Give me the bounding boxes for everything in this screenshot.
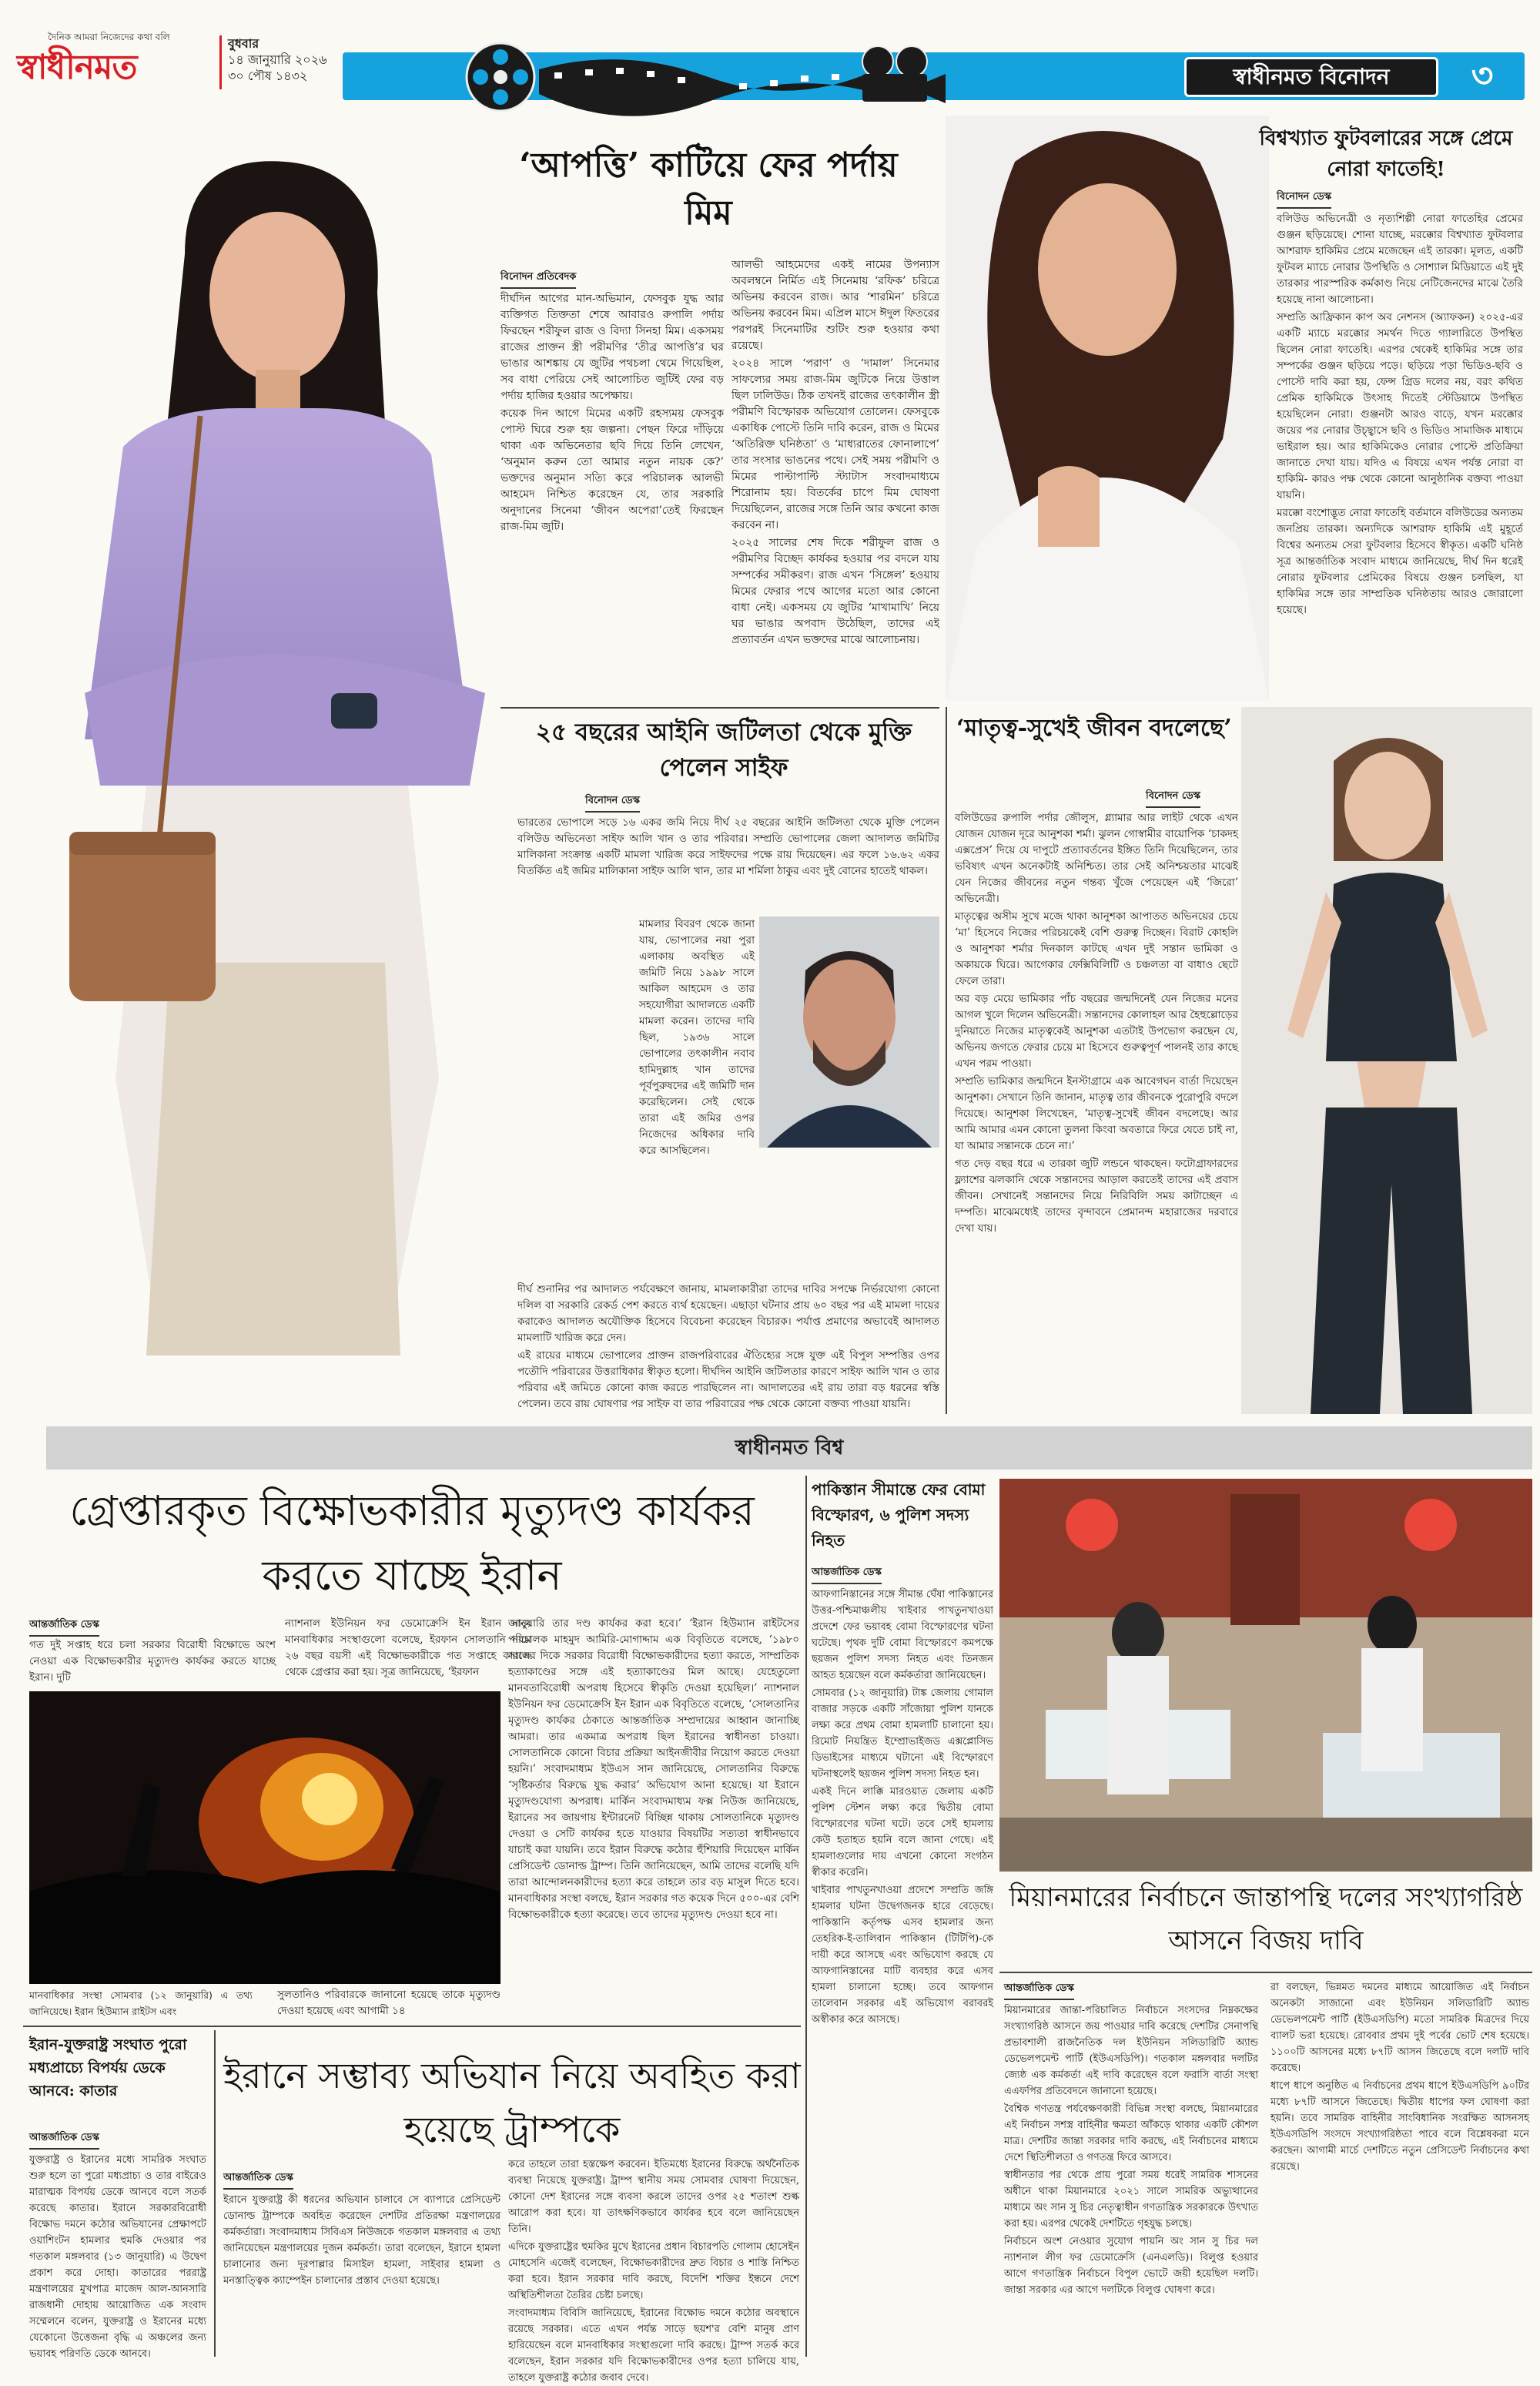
saif-top-rule [500, 707, 939, 709]
film-camera-icon [855, 43, 947, 109]
nora-byline-wrap [1277, 188, 1431, 206]
anushka-para-5: গত দেড় বছর ধরে এ তারকা জুটি লন্ডনে থাকছেন। ফটোগ্রাফারদের ফ্ল্যাশের ঝলকানি থেকে সন্তানদের আড়াল করতেই তাদের এই প্রবাস জীবন। সেখানেই সন্তানদের নিয়ে নিরিবিলি সময় কাটাচ্ছেন এ দম্পতি। মাঝেমধ্যেই তাদের বৃন্দাবনে প্রেমানন্দ মহারাজের দরবারে দেখা যায়। [955, 1158, 1238, 1235]
myanmar-para-3: স্বাধীনতার পর থেকে প্রায় পুরো সময় ধরেই সামরিক শাসনের অধীনে থাকা মিয়ানমারে ২০২১ সালে সামরিক অভ্যুত্থানের মাধ্যমে অং সান সু চির নেতৃত্বাধীন গণতান্ত্রিক সরকারকে উৎখাত করা হয়। এরপর থেকেই দেশটিতে গৃহযুদ্ধ চলছে। [1004, 2170, 1258, 2230]
nora-headline: বিশ্বখ্যাত ফুটবলারের সঙ্গে প্রেমে নোরা ফাতেহি! [1259, 127, 1513, 181]
iran-headline: গ্রেপ্তারকৃত বিক্ষোভকারীর মৃত্যুদণ্ড কার্যকর করতে যাচ্ছে ইরান [69, 1486, 755, 1600]
iran-para-2: ন্যাশনাল ইউনিয়ন ফর ডেমোক্রেসি ইন ইরান নামে মানবাধিকার সংস্থাগুলো বলেছে, ইরফান সোলতানি নামে ২৬ বছর বয়সী এই বিক্ষোভকারীকে গত সপ্তাহে কারাজ থেকে গ্রেপ্তার করা হয়। সূত্র জানিয়েছে, ‘ইরফান [285, 1617, 531, 1678]
saif-headline: ২৫ বছরের আইনি জটিলতা থেকে মুক্তি পেলেন সাইফ [535, 719, 912, 782]
iran-body-3 [508, 1616, 799, 2021]
masthead [0, 0, 1540, 116]
page-number: ৩ [1471, 56, 1494, 96]
myanmar-para-1: মিয়ানমারের জান্তা-পরিচালিত নির্বাচনে সংসদের নিম্নকক্ষের সংখ্যাগরিষ্ঠ আসনে জয় পাওয়ার দাবি করেছে দেশটির সেনাপন্থি প্রভাবশালী রাজনৈতিক দল ইউনিয়ন সলিডারিটি অ্যান্ড ডেভেলপমেন্ট পার্টি (ইউএসডিপি)। গতকাল মঙ্গলবার দলটির জ্যেষ্ঠ এক কর্মকর্তা এই দাবি করেছেন বলে ফরাসি বার্তা সংস্থা এএফপির প্রতিবেদনে জানানো হয়েছে। [1004, 2005, 1258, 2097]
pakistan-para-4: খাইবার পাখতুনখাওয়া প্রদেশে সম্প্রতি জঙ্গি হামলার ঘটনা উদ্বেগজনক হারে বেড়েছে। পাকিস্তানি কর্তৃপক্ষ এসব হামলার জন্য তেহরিক-ই-তালিবান পাকিস্তান (টিটিপি)-কে দায়ী করে আসছে এবং অভিযোগ করছে যে আফগানিস্তানের মাটি ব্যবহার করে এসব হামলা চালানো হচ্ছে। তবে আফগান তালেবান সরকার এই অভিযোগ বরাবরই অস্বীকার করে আসছে। [812, 1885, 993, 2026]
mim-para-1: দীর্ঘদিন আগের মান-অভিমান, ফেসবুক যুদ্ধ আর ব্যক্তিগত তিক্ততা শেষে আবারও রুপালি পর্দায় ফিরছেন শরীফুল রাজ ও বিদ্যা সিনহা মিম। একসময় রাজের প্রাক্তন স্ত্রী পরীমণির ‘তীব্র আপত্তি’র ঘর ভাঙার আশঙ্কায় যে জুটির পথচলা থেমে গিয়েছিল, সব বাধা পেরিয়ে সেই আলোচিত জুটিই ফের বড় পর্দায় হাজির হওয়ার অপেক্ষায়। [500, 293, 724, 402]
nora-para-1: বলিউড অভিনেত্রী ও নৃত্যশিল্পী নোরা ফাতেহির প্রেমের গুঞ্জন ছড়িয়েছে। শোনা যাচ্ছে, মরক্কোর বিশ্বখ্যাত ফুটবলার আশরাফ হাকিমির প্রেমে মজেছেন এই তারকা। মূলত, একটি ফুটবল ম্যাচে নোরার উপস্থিতি ও সোশ্যাল মিডিয়াতে এই দুই তারকার পারস্পরিক কর্মকাণ্ড নিয়ে নেটিজেনদের মাঝে তৈরি হয়েছে নানা আলোচনা। [1277, 213, 1523, 306]
trump-left-rule [214, 2030, 216, 2357]
mim-headline: ‘আপত্তি’ কাটিয়ে ফের পর্দায় মিম [519, 146, 898, 233]
anushka-para-1: বলিউডের রুপালি পর্দার জৌলুস, গ্ল্যামার আর লাইট থেকে এখন যোজন যোজন দূরে আনুশকা শর্মা। ঝুলন গোস্বামীর বায়োপিক ‘চাকদহ এক্সপ্রেস’ দিয়ে যে দাপুটে প্রত্যাবর্তনের ইঙ্গিত তিনি দিয়েছিলেন, তার ভবিষ্যৎ এখন অনেকটাই অনিশ্চিত। তার সেই অনিশ্চয়তার মাঝেই যেন নিজের জীবনের নতুন গন্তব্য খুঁজে পেয়েছেন এই ‘জিরো’ অভিনেত্রী। [955, 812, 1238, 905]
saif-headline-box [508, 715, 939, 789]
date-english: ১৪ জানুয়ারি ২০২৬ [228, 52, 327, 67]
anushka-para-3: অর বড় মেয়ে ভামিকার পাঁচ বছরের জন্মদিনেই যেন নিজের মনের আগল খুলে দিলেন অভিনেত্রী। সন্তানদের কোলাহল আর হৈহুল্লোড়ের দুনিয়াতে নিজের মাতৃত্বকেই আনুশকা এতটাই উপভোগ করছেন যে, অভিনয় জগতে ফেরার চেয়ে মা হিসেবে গুরুত্বপূর্ণ পালনই তার কাছে এখন পরম পাওয়া। [955, 993, 1238, 1070]
qatar-headline-box [29, 2033, 206, 2129]
iran-headline-box [23, 1476, 801, 1613]
nora-para-3: মরক্কো বংশোদ্ভূত নোরা ফাতেহি বর্তমানে বলিউডের অন্যতম জনপ্রিয় তারকা। অন্যদিকে আশরাফ হাকিমি এই মুহূর্তে বিশ্বের অন্যতম সেরা ফুটবলার হিসেবে স্বীকৃত। একটি ঘনিষ্ঠ সূত্র আন্তর্জাতিক সংবাদ মাধ্যমে জানিয়েছে, দীর্ঘ দিন ধরেই নোরার ফুটবলার প্রেমিকের বিষয়ে গুঞ্জন চলছিল, যা হাকিমির সঙ্গে তার সাম্প্রতিক ঘনিষ্ঠতায় আরও জোরালো হয়েছে। [1277, 507, 1523, 616]
pakistan-byline-wrap [812, 1563, 966, 1582]
myanmar-byline-wrap [1004, 1979, 1158, 1998]
pakistan-left-rule [805, 1476, 807, 2357]
logo-wordmark: স্বাধীনমত [17, 48, 137, 87]
iran-byline: আন্তর্জাতিক ডেস্ক [29, 1617, 99, 1637]
anushka-para-4: সম্প্রতি ভামিকার জন্মদিনে ইনস্টাগ্রামে এক আবেগঘন বার্তা দিয়েছেন আনুশকা। সেখানে তিনি জানান, মাতৃত্ব তার জীবনকে পুরোপুরি বদলে দিয়েছে। আনুশকা লিখেছেন, ‘মাতৃত্ব-সুখেই জীবন বদলেছে। আর আমি আমার এমন কোনো তুলনা কিংবা অবতারে ফিরে যেতে চাই না, যা আমার সন্তানকে চেনে না।’ [955, 1075, 1238, 1152]
anushka-byline-wrap [1146, 787, 1238, 806]
trump-headline-box [223, 2049, 801, 2164]
myanmar-photo [999, 1479, 1532, 1872]
world-band-title: স্বাধীনমত বিশ্ব [735, 1436, 844, 1459]
qatar-byline-wrap [29, 2129, 183, 2147]
saif-para-4: এই রায়ের মাধ্যমে ভোপালের প্রাক্তন রাজপরিবারের ঐতিহ্যের সঙ্গে যুক্ত এই বিপুল সম্পত্তির ওপর পতৌদি পরিবারের উত্তরাধিকার স্বীকৃত হলো। দীর্ঘদিন আইনি জটিলতার কারণে সাইফ আলি খান ও তার পরিবার এই জমিতে কোনো কাজ করতে পারছিলেন না। আদালতের এই রায় তারা বড় ধরনের স্বস্তি পেলেন। তবে রায় ঘোষণার পর সাইফ বা তার পরিবারের পক্ষ থেকে কোনো বক্তব্য পাওয়া যায়নি। [517, 1349, 940, 1410]
mim-body-col2 [732, 257, 939, 704]
qatar-top-rule [23, 2026, 801, 2027]
myanmar-mid-rule [999, 1972, 1532, 1973]
saif-para-1: ভারতের ভোপালে সড়ে ১৬ একর জমি নিয়ে দীর্ঘ ২৫ বছরের আইনি জটিলতা থেকে মুক্তি পেলেন বলিউড অভিনেতা সাইফ আলি খান ও তার পরিবার। সম্প্রতি ভোপালের জেলা আদালত জমিটির মালিকানা সংক্রান্ত একটি মামলা খারিজ করে সাইফদের পক্ষে রায় দিয়েছেন। এর ফলে ১৬.৬২ একর বিতর্কিত এই জমির মালিকানা সাইফ আলি খান, তার মা শর্মিলা ঠাকুর এবং দুই বোনের হাতেই থাকল। [517, 816, 939, 877]
trump-headline: ইরানে সম্ভাব্য অভিযান নিয়ে অবহিত করা হয়েছে ট্রাম্পকে [223, 2055, 801, 2150]
saif-para-3: দীর্ঘ শুনানির পর আদালত পর্যবেক্ষণে জানায়, মামলাকারীরা তাদের দাবির সপক্ষে নির্ভরযোগ্য কোনো দলিল বা সরকারি রেকর্ড পেশ করতে ব্যর্থ হয়েছেন। এছাড়া ঘটনার প্রায় ৬০ বছর পর এই মামলা দায়ের করাকেও আদালত অযৌক্তিক হিসেবে বিবেচনা করেছেন বিচারক। পর্যাপ্ত প্রমাণের অভাবেই আদালত মামলাটি খারিজ করে দেন। [517, 1283, 939, 1344]
mim-headline-box [477, 126, 939, 257]
nora-headline-box [1240, 123, 1532, 193]
myanmar-byline: আন্তর্জাতিক ডেস্ক [1004, 1981, 1074, 2000]
world-band [46, 1426, 1532, 1469]
pakistan-body [812, 1587, 993, 2355]
qatar-para-1: যুক্তরাষ্ট্র ও ইরানের মধ্যে সামরিক সংঘাত শুরু হলে তা পুরো মধ্যপ্রাচ্য ও তার বাইরেও মারাত্মক বিপর্যয় ডেকে আনবে বলে সতর্ক করেছে কাতার। ইরানে সরকারবিরোধী বিক্ষোভ দমনে কঠোর অভিযানের প্রেক্ষাপটে ওয়াশিংটন হামলার হুমকি দেওয়ার পর গতকাল মঙ্গলবার (১৩ জানুয়ারি) এ উদ্বেগ প্রকাশ করে দোহা। কাতারের পররাষ্ট্র মন্ত্রণালয়ের মুখপাত্র মাজেদ আল-আনসারি রাজধানী দোহায় আয়োজিত এক সংবাদ সম্মেলনে বলেন, যুক্তরাষ্ট্র ও ইরানের মধ্যে যেকোনো উত্তেজনা বৃদ্ধি এ অঞ্চলের জন্য ভয়াবহ পরিণতি ডেকে আনবে। [29, 2154, 206, 2360]
iran-protest-photo [29, 1691, 500, 1984]
pakistan-headline: পাকিস্তান সীমান্তে ফের বোমা বিস্ফোরণ, ৬ পুলিশ সদস্য নিহত [812, 1480, 986, 1550]
mim-para-4: ২০২৪ সালে ‘পরাণ’ ও ‘দামাল’ সিনেমার সাফল্যের সময় রাজ-মিম জুটিকে নিয়ে উত্তাল ছিল ঢালিউড। ঠিক তখনই রাজের তৎকালীন স্ত্রী পরীমণি বিস্ফোরক অভিযোগ তোলেন। ফেসবুকে একাধিক পোস্টে তিনি দাবি করেন, রাজ ও মিমের ‘অতিরিক্ত ঘনিষ্ঠতা’ ও ‘মাধ্যরাতের ফোনালাপে’ তার সংসার ভাঙনের পথে। সেই সময় পরীমণি ও মিমের পাল্টাপাল্টি স্ট্যাটাস সংবাদমাধ্যমে শিরোনাম হয়। বিতর্কের চাপে মিম ঘোষণা দিয়েছিলেন, রাজের সঙ্গে তিনি আর কখনো কাজ করবেন না। [732, 357, 939, 531]
section-title: স্বাধীনমত বিনোদন [1233, 64, 1390, 89]
qatar-headline: ইরান-যুক্তরাষ্ট্র সংঘাত পুরো মধ্যপ্রাচ্যে বিপর্যয় ডেকে আনবে: কাতার [29, 2036, 187, 2099]
pakistan-para-2: সোমবার (১২ জানুয়ারি) টাঙ্ক জেলায় গোমাল বাজার সড়কে একটি সাঁজোয়া পুলিশ যানকে লক্ষ্য করে প্রথম বোমা হামলাটি চালানো হয়। রিমোট নিয়ন্ত্রিত ইম্প্রোভাইজড এক্সপ্লোসিভ ডিভাইসের মাধ্যমে ঘটানো এই বিস্ফোরণে ঘটনাস্থলেই ছয়জন পুলিশ সদস্য নিহত হন। [812, 1687, 993, 1780]
iran-body-1 [29, 1637, 276, 1687]
myanmar-headline-box [999, 1876, 1532, 1969]
mim-para-2: কয়েক দিন আগে মিমের একটি রহস্যময় ফেসবুক পোস্ট ঘিরে শুরু হয় জল্পনা। পেছন ফিরে দাঁড়িয়ে থাকা এক অভিনেতার ছবি দিয়ে তিনি লেখেন, ‘অনুমান করুন তো আমার নতুন নায়ক কে?’ ভক্তদের অনুমান সত্যি করে পরিচালক আলভী আহমেদ নিশ্চিত করেছেন যে, তার সরকারি অনুদানের সিনেমা ‘জীবন অপেরা’তেই ফিরছেন রাজ-মিম জুটি। [500, 407, 724, 533]
trump-byline-wrap [223, 2169, 377, 2187]
myanmar-para-6: ধাপে ধাপে অনুষ্ঠিত এ নির্বাচনের প্রথম ধাপে ইউএসডিপি ৯০টির মধ্যে ৮৭টি আসনে জিতেছে। দ্বিতীয় ধাপের ফল ঘোষণা করা হয়নি। তবে সামরিক বাহিনীর সাংবিধানিক সংরক্ষিত আসনসহ ইউএসডিপি সংসদে সংখ্যাগরিষ্ঠতা পাবে বলে বিশ্লেষকরা মনে করছেন। আগামী মার্চে দেশটিতে নতুন প্রেসিডেন্ট নির্বাচনের কথা রয়েছে। [1270, 2080, 1529, 2173]
nora-para-2: সম্প্রতি আফ্রিকান কাপ অব নেশনস (অ্যাফকন) ২০২৫-এর একটি ম্যাচে মরক্কোর সমর্থন দিতে গ্যালারিতে উপস্থিত ছিলেন নোরা ফাতেহি। এরপর থেকেই হাকিমির সঙ্গে তার সম্পর্কের গুঞ্জন ছড়িয়ে পড়ে। ছড়িয়ে পড়া ভিডিও-ছবি ও পোস্টে দাবি করা হয়, ফেন্স গ্রিড দলের নয়, বরং কথিত প্রেমিক হাকিমিকে উৎসাহ দিতেই স্টেডিয়ামে উপস্থিত হয়েছিলেন নোরা। গুঞ্জনটা আরও বাড়ে, যখন মরক্কোর জয়ের পর নোরার উচ্ছ্বাসে ছবি ও ভিডিও সামাজিক মাধ্যমে ভাইরাল হয়। আর হাকিমিকেও নোরার পোস্টে প্রতিক্রিয়া জানাতে দেখা যায়। যদিও এ বিষয়ে এখন পর্যন্ত নোরা বা হাকিমি- কারও পক্ষ থেকে কোনো আনুষ্ঠানিক বক্তব্য পাওয়া যায়নি। [1277, 311, 1523, 501]
iran-caption-text: মানবাধিকার সংস্থা সোমবার (১২ জানুয়ারি) এ তথ্য জানিয়েছে। ইরান হিউম্যান রাইটস এবং [29, 1989, 253, 2017]
mim-byline-wrap [500, 268, 770, 288]
anushka-para-2: মাতৃত্বের অসীম সুখে মজে থাকা আনুশকা আপাতত অভিনয়ের চেয়ে ‘মা’ হিসেবে নিজের পরিচয়কেই বেশি গুরুত্ব দিচ্ছেন। বিরাট কোহলি ও আনুশকা শর্মার দিনকাল কাটছে এখন দুই সন্তান ভামিকা ও অকায়কে ঘিরে। আগেকার ফেক্সিবিলিটি ও চঞ্চলতা বা বাধাও ছেটে ফেলে তারা। [955, 910, 1238, 987]
myanmar-para-4: নির্বাচনে অংশ নেওয়ার সুযোগ পায়নি অং সান সু চির দল ন্যাশনাল লীগ ফর ডেমোক্রেসি (এনএলডি)। বিলুপ্ত হওয়ার আগে গণতান্ত্রিক নির্বাচনে বিপুল ভোটে জয়ী হয়েছিল দলটি। জান্তা সরকার এর আগে দলটিকে বিলুপ্ত ঘোষণা করে। [1004, 2236, 1258, 2296]
iran-para-1: গত দুই সপ্তাহ ধরে চলা সরকার বিরোধী বিক্ষোভে অংশ নেওয়া এক বিক্ষোভকারীর মৃত্যুদণ্ড কার্যকর করতে যাচ্ছে ইরান। দুটি [29, 1639, 276, 1684]
saif-body-left [639, 917, 755, 1278]
qatar-byline: আন্তর্জাতিক ডেস্ক [29, 2130, 99, 2150]
mim-byline: বিনোদন প্রতিবেদক [500, 270, 576, 289]
date-bengali: ৩০ পৌষ ১৪৩২ [228, 69, 308, 83]
mim-para-5: ২০২৫ সালের শেষ দিকে শরীফুল রাজ ও পরীমণির বিচ্ছেদ কার্যকর হওয়ার পর বদলে যায় সম্পর্কের সমীকরণ। রাজ এখন ‘সিঙ্গেল’ হওয়ায় মিমের ফেরার পথে আগের মতো আর কোনো বাধা নেই। একসময় যে জুটির ‘মাখামাখি’ নিয়ে ঘর ভাঙার অপবাদ উঠেছিল, তাদের এই প্রত্যাবর্তন এখন ভক্তদের মাঝে আলোচনায়। [732, 537, 939, 646]
saif-byline-wrap [585, 792, 739, 810]
nora-photo [946, 116, 1269, 701]
trump-body-col2 [508, 2156, 799, 2384]
film-reel-icon [454, 39, 547, 116]
myanmar-body-col2 [1270, 1979, 1529, 2355]
saif-byline: বিনোদন ডেস্ক [585, 793, 640, 813]
trump-byline: আন্তর্জাতিক ডেস্ক [223, 2170, 293, 2190]
iran-body-2 [285, 1616, 531, 1687]
anushka-byline: বিনোদন ডেস্ক [1146, 789, 1200, 808]
trump-body-col1 [223, 2192, 500, 2355]
trump-para-3: এদিকে যুক্তরাষ্ট্রের হুমকির মুখে ইরানের প্রধান বিচারপতি গোলাম হোসেইন মোহসেনি এজেই বলেছেন, বিক্ষোভকারীদের দ্রুত বিচার ও শাস্তি নিশ্চিত করা হবে। ইরান সরকার দাবি করছে, বিদেশি শক্তির ইন্ধনে দেশে অস্থিতিশীলতা তৈরির চেষ্টা চলছে। [508, 2241, 799, 2301]
pakistan-headline-box [812, 1477, 996, 1560]
pakistan-para-1: আফগানিস্তানের সঙ্গে সীমান্ত ঘেঁষা পাকিস্তানের উত্তর-পশ্চিমাঞ্চলীয় খাইবার পাখতুনখাওয়া প্রদেশে ফের ভয়াবহ বোমা বিস্ফোরণের ঘটনা ঘটেছে। পৃথক দুটি বোমা বিস্ফোরণে কমপক্ষে ছয়জন পুলিশ সদস্য নিহত এবং তিনজন আহত হয়েছেন বলে কর্মকর্তারা জানিয়েছেন। [812, 1589, 993, 1681]
qatar-body [29, 2152, 206, 2360]
myanmar-headline: মিয়ানমারের নির্বাচনে জান্তাপন্থি দলের সংখ্যাগরিষ্ঠ আসনে বিজয় দাবি [1009, 1882, 1523, 1956]
iran-caption-text-2: সুলতানিও পরিবারকে জানানো হয়েছে তাকে মৃত্যুদণ্ড দেওয়া হয়েছে এবং আগামী ১৪ [277, 1989, 500, 2017]
anushka-left-rule [946, 707, 947, 1414]
logo-tagline: দৈনিক আমরা নিজেদের কথা বলি [48, 32, 170, 42]
date-day: বুধবার [228, 36, 259, 51]
masthead-date [219, 35, 327, 89]
masthead-logo [17, 29, 186, 85]
section-title-box [1184, 57, 1438, 97]
iran-byline-wrap [29, 1616, 183, 1634]
trump-para-4: সংবাদমাধ্যম বিবিসি জানিয়েছে, ইরানের বিক্ষোভ দমনে কঠোর অবস্থানে রয়েছে সরকার। এতে এখন পর্যন্ত সাড়ে ছয়শ'র বেশি মানুষ প্রাণ হারিয়েছেন বলে মানবাধিকার সংস্থাগুলো দাবি করছে। ট্রাম্প সতর্ক করে বলেছেন, ইরান সরকার যদি বিক্ষোভকারীদের ওপর হত্যা চালিয়ে যায়, তাহলে যুক্তরাষ্ট্র কঠোর জবাব দেবে। [508, 2307, 799, 2384]
iran-caption-2 [277, 1987, 500, 2021]
anushka-body [955, 810, 1238, 1411]
pakistan-byline: আন্তর্জাতিক ডেস্ক [812, 1565, 882, 1584]
mim-photo [38, 154, 516, 1356]
iran-caption [29, 1987, 253, 2021]
myanmar-body-col1 [1004, 2002, 1258, 2355]
saif-para-2: মামলার বিবরণ থেকে জানা যায়, ভোপালের নয়া পুরা এলাকায় অবস্থিত এই জমিটি নিয়ে ১৯৯৮ সালে আকিল আহমেদ ও তার সহযোগীরা আদালতে একটি মামলা করেন। তাদের দাবি ছিল, ১৯৩৬ সালে ভোপালের তৎকালীন নবাব হামিদুল্লাহ খান তাদের পূর্বপুরুষদের এই জমিটি দান করেছিলেন। সেই থেকে তারা এই জমির ওপর নিজেদের অধিকার দাবি করে আসছিলেন। [639, 918, 755, 1157]
anushka-photo [1241, 707, 1532, 1414]
mim-para-3: আলভী আহমেদের একই নামের উপন্যাস অবলম্বনে নির্মিত এই সিনেমায় ‘রফিক’ চরিত্রে অভিনয় করবেন রাজ। আর ‘শারমিন’ চরিত্রে অভিনয় করবেন মিম। এপ্রিল মাসে ঈদুল ফিতরের পরপরই সিনেমাটির শুটিং শুরু হওয়ার কথা রয়েছে। [732, 259, 939, 352]
iran-para-3: জানুয়ারি তার দণ্ড কার্যকর করা হবে।’ ‘ইরান হিউম্যান রাইটসের পরিচালক মাহমুদ আমিরি-মোগাদ্দাম এক বিবৃতিতে বলেছে, ‘১৯৮০ সালের দিকে সরকার বিরোধী বিক্ষোভকারীদের হত্যা করতে, সাম্প্রতিক হত্যাকাণ্ডের সঙ্গে এই হত্যাকাণ্ডের মিল আছে। যেহেতুলো মানবতাবিরোধী অপরাধ হিসেবে স্বীকৃতি দেওয়া হয়েছিল।’ ন্যাশনাল ইউনিয়ন ফর ডেমোক্রেসি ইন ইরান এক বিবৃতিতে বলেছে, ‘সোলতানির মৃত্যুদণ্ড কার্যকর ঠেকাতে আন্তর্জাতিক সম্প্রদায়ের আহ্বান জানাচ্ছি আমরা। তার একমাত্র অপরাধ ছিল ইরানের স্বাধীনতা চাওয়া। সোলতানিকে কোনো বিচার প্রক্রিয়া আইনজীবীর নিয়োগ করতে দেওয়া হয়নি।’ সংবাদমাধ্যম ইউএস সান জানিয়েছে, সোলতানির বিরুদ্ধে ‘সৃষ্টিকর্তার বিরুদ্ধে যুদ্ধ করার’ অভিযোগ আনা হয়েছে। যা ইরানে মৃত্যুদণ্ডযোগ্য অপরাধ। মার্কিন সংবাদমাধ্যম ফক্স নিউজ জানিয়েছে, ইরানের সব জায়গায় ইন্টারনেট বিচ্ছিন্ন থাকায় সোলতানিকে মৃত্যুদণ্ড দেওয়া ও সেটি কার্যকর হতে যাওয়ার বিষয়টির সত্যতা স্বাধীনভাবে যাচাই করা যায়নি। তবে ইরান বিরুদ্ধে কঠোর হুঁশিয়ারি দিয়েছেন মার্কিন প্রেসিডেন্ট ডোনাল্ড ট্রাম্প। তিনি জানিয়েছেন, আমি তাদের বলেছি যদি তারা আন্দোলনকারীদের হত্যা করে তাহলে তার বড় মাসুল দিতে হবে। মানবাধিকার সংস্থা বলছে, ইরান সরকার গত কয়েক দিনে ৫০০-এর বেশি বিক্ষোভকারীকে হত্যা করেছে। তবে তাদের মৃত্যুদণ্ড দেওয়া হবে না। [508, 1617, 799, 1921]
saif-body-bottom [517, 1282, 939, 1412]
film-strip-icon [539, 46, 878, 108]
pakistan-para-3: একই দিনে লাক্কি মারওয়াত জেলায় একটি পুলিশ স্টেশন লক্ষ্য করে দ্বিতীয় বোমা বিস্ফোরণের ঘটনা ঘটে। তবে সেই হামলায় কেউ হতাহত হয়নি বলে জানা গেছে। এই হামলাগুলোর দায় এখনো কোনো সংগঠন স্বীকার করেনি। [812, 1786, 993, 1878]
nora-body [1277, 211, 1523, 704]
anushka-headline: ‘মাতৃত্ব-সুখেই জীবন বদলেছে’ [956, 715, 1232, 742]
myanmar-para-2: বৈশ্বিক গণতন্ত্র পর্যবেক্ষণকারী বিভিন্ন সংস্থা বলছে, মিয়ানমারের এই নির্বাচন সশস্ত্র বাহিনীর ক্ষমতা আঁকড়ে থাকার একটি কৌশল মাত্র। দেশটির জান্তা সরকার দাবি করছে, এই নির্বাচনের মাধ্যমে দেশে স্থিতিশীলতা ও গণতন্ত্র ফিরে আসবে। [1004, 2103, 1258, 2163]
nora-byline: বিনোদন ডেস্ক [1277, 189, 1331, 209]
trump-para-2: করে তাহলে তারা হস্তক্ষেপ করবেন। ইতিমধ্যে ইরানের বিরুদ্ধে অর্থনৈতিক ব্যবস্থা নিয়েছে যুক্তরাষ্ট্র। ট্রাম্প স্থানীয় সময় সোমবার ঘোষণা দিয়েছেন, কোনো দেশ ইরানের সঙ্গে ব্যবসা করলে তাদের ওপর ২৫ শতাংশ শুল্ক আরোপ করা হবে। যা তাৎক্ষণিকভাবে কার্যকর হবে বলে জানিয়েছেন তিনি। [508, 2159, 799, 2235]
saif-body-top [517, 815, 939, 912]
myanmar-para-5: রা বলছেন, ভিন্নমত দমনের মাধ্যমে আয়োজিত এই নির্বাচন অনেকটা সাজানো এবং ইউনিয়ন সলিডারিটি অ্যান্ড ডেভেলপমেন্ট পার্টি (ইউএসডিপি) মতো সামরিক মিত্রদের দিয়ে ব্যালট ভরা হয়েছে। রোববার প্রথম দুই পর্বের ভোট শেষ হয়েছে। ১১০০টি আসনের মধ্যে ৮৭টি আসন জিতেছে বলে দলটি দাবি করেছে। [1270, 1982, 1529, 2074]
saif-photo [759, 917, 939, 1148]
trump-para-1: ইরানে যুক্তরাষ্ট্র কী ধরনের অভিযান চালাবে সে ব্যাপারে প্রেসিডেন্ট ডোনাল্ড ট্রাম্পকে অবহিত করেছেন দেশটির প্রতিরক্ষা মন্ত্রণালয়ের কর্মকর্তারা। সংবাদমাধ্যম সিবিএস নিউজকে গতকাল মঙ্গলবার এ তথ্য জানিয়েছেন মন্ত্রণালয়ের দুজন কর্মকর্তা। তারা বলেছেন, ইরানে হামলা চালানোর জন্য দূরপাল্লার মিসাইল হামলা, সাইবার হামলা ও মনস্তাত্ত্বিক ক্যাম্পেইন চালানোর প্রস্তাব দেওয়া হয়েছে। [223, 2194, 500, 2287]
anushka-headline-box [952, 712, 1244, 786]
